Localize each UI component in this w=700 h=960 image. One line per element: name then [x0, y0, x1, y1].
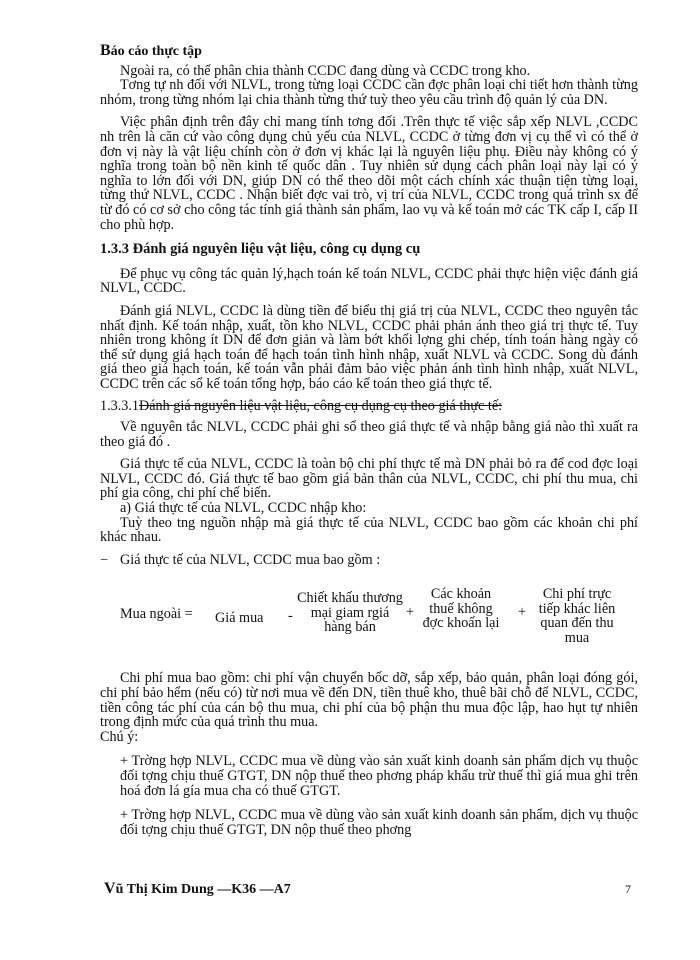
formula-operator: + — [406, 604, 415, 621]
subsection-title: Đánh giá nguyên liệu vật liệu, công cụ dụng cụ theo giá thực tế: — [139, 398, 503, 415]
formula-operator: + — [518, 604, 527, 621]
note-label: Chú ý: — [100, 728, 139, 745]
list-item-a: a) Giá thực tế của NLVL, CCDC nhập kho: — [120, 500, 367, 517]
formula-operator: - — [288, 608, 293, 625]
header-text: áo cáo thực tập — [110, 44, 202, 59]
paragraph: Tơng tự nh đối với NLVL, trong từng loại CCDC cần đợc phân loại chi tiết hơn thành từng nhóm, trong từng nhóm lại chia thành từng thứ tuỳ theo yêu cầu trình độ quản lý của DN. — [100, 77, 638, 108]
footer-initial: V — [104, 880, 116, 897]
paragraph: Đánh giá NLVL, CCDC là dùng tiền để biểu thị giá trị của NLVL, CCDC theo nguyên tắc nhất định. Kế toán nhập, xuất, tồn kho NLVL, CCDC phải phản ánh theo giá trị thực tế. Tuy nhiên trong không ít DN để đơn giản và làm bớt khối lợng ghi chép, tính toán hàng ngày có thể sử dụng giá hạch toán để hạch toán tình hình nhập, xuất NLVL và CCDC. Song dù đánh giá theo giá hạch toán, kế toán vẫn phải đảm bảo việc phản ánh tình hình nhập, xuất NLVL, CCDC trên các sổ kế toán tổng hợp, báo cáo kế toán theo giá thực tế. — [100, 302, 638, 392]
paragraph: Tuỳ theo tng nguồn nhập mà giá thực tế của NLVL, CCDC bao gồm các khoản chi phí khác nhau. — [100, 514, 638, 546]
formula-term-tax: Các khoản thuế không đợc khoấn lại — [422, 586, 500, 632]
paragraph: Ngoài ra, có thể phân chia thành CCDC đang dùng và CCDC trong kho. — [120, 62, 531, 79]
paragraph: Chi phí mua bao gồm: chi phí vận chuyển bốc dỡ, sắp xếp, bảo quản, phân loại đóng gói, chi phí bảo hểm (nếu có) từ nơi mua về đến DN, tiền thuê kho, thuê bãi chỗ để NLVL, CCDC, tiền công tác phí của cán bộ thu mua, chi phí của bộ phận thu mua độc lập, hao hụt tự nhiên trong định mức của quá trình thu mua. — [100, 670, 638, 731]
formula-term-discount: Chiết khấu thương mại giam rgiá hàng bán — [297, 590, 403, 636]
formula — [100, 573, 638, 671]
document-page — [100, 44, 638, 837]
paragraph: Để phục vụ công tác quản lý,hạch toán kế toán NLVL, CCDC phải thực hiện việc đánh giá NLVL, CCDC. — [100, 265, 638, 297]
formula-term-other-costs: Chi phí trực tiếp khác liên quan đến thu mua — [538, 586, 616, 646]
dash-bullet: − — [100, 551, 109, 568]
plus-item: + Trờng hợp NLVL, CCDC mua về dùng vào sản xuất kinh doanh sản phẩm, dịch vụ thuộc đối tợng chịu thuế GTGT, DN nộp thuế theo phơng — [120, 807, 638, 838]
running-header — [100, 44, 638, 60]
paragraph: Giá thực tế của NLVL, CCDC là toàn bộ chi phí thực tế mà DN phải bỏ ra để cod đợc loại NLVL, CCDC đó. Giá thực tế bao gồm giá bản thân của NLVL, CCDC, chi phí thu mua, chi phí gia công, chi phí chế biến. — [100, 456, 638, 502]
section-heading: 1.3.3 Đánh giá nguyên liệu vật liệu, công cụ dụng cụ — [100, 241, 421, 258]
header-initial: B — [100, 42, 111, 59]
footer-author: ũ Thị Kim Dung —K36 —A7 — [115, 882, 291, 897]
paragraph: Về nguyên tắc NLVL, CCDC phải ghi sổ theo giá thực tế và nhập bằng giá nào thì xuất ra theo giá đó . — [100, 419, 638, 450]
running-footer — [104, 882, 291, 898]
plus-item: + Trờng hợp NLVL, CCDC mua về dùng vào sản xuất kinh doanh sản phẩm dịch vụ thuộc đối tợng chịu thuế GTGT, DN nộp thuế theo phơng pháp khấu trừ thuế thì giá mua ghi trên hoá đơn lá gía mua cha có thuế GTGT. — [120, 753, 638, 799]
subsection-number: 1.3.3.1 — [100, 398, 140, 415]
subsection-heading — [100, 399, 638, 414]
dash-item-text: Giá thực tế của NLVL, CCDC mua bao gồm : — [120, 551, 381, 568]
formula-lhs: Mua ngoài = — [120, 606, 193, 623]
paragraph: Việc phân định trên đây chỉ mang tính tơng đối .Trên thực tế việc sắp xếp NLVL ,CCDC nh trên là căn cứ vào công dụng chủ yếu của NLVL, CCDC ở từng đơn vị cụ thể vì có thể ở đơn vị này là vật liệu chính còn ở đơn vị khác lại là nguyên liệu phụ. Điều này không có ý nghĩa trong toàn bộ nền kinh tế quốc dân . Tuy nhiên sử dụng cách phân loại này lại có ý nghĩa to lớn đối với DN, giúp DN có thể theo dõi một cách chính xác thuận tiện từng loại, từng thứ NLVL, CCDC . Nhận biết đợc vai trò, vị trí của NLVL, CCDC trong quá trình sx để từ đó có cơ sở cho công tác tính giá thành sản phẩm, lao vụ và kế toán mở các TK cấp I, cấp II cho phù hợp. — [100, 114, 638, 233]
formula-term-price: Giá mua — [215, 610, 264, 627]
dash-item — [100, 553, 638, 568]
page-number: 7 — [625, 882, 631, 896]
